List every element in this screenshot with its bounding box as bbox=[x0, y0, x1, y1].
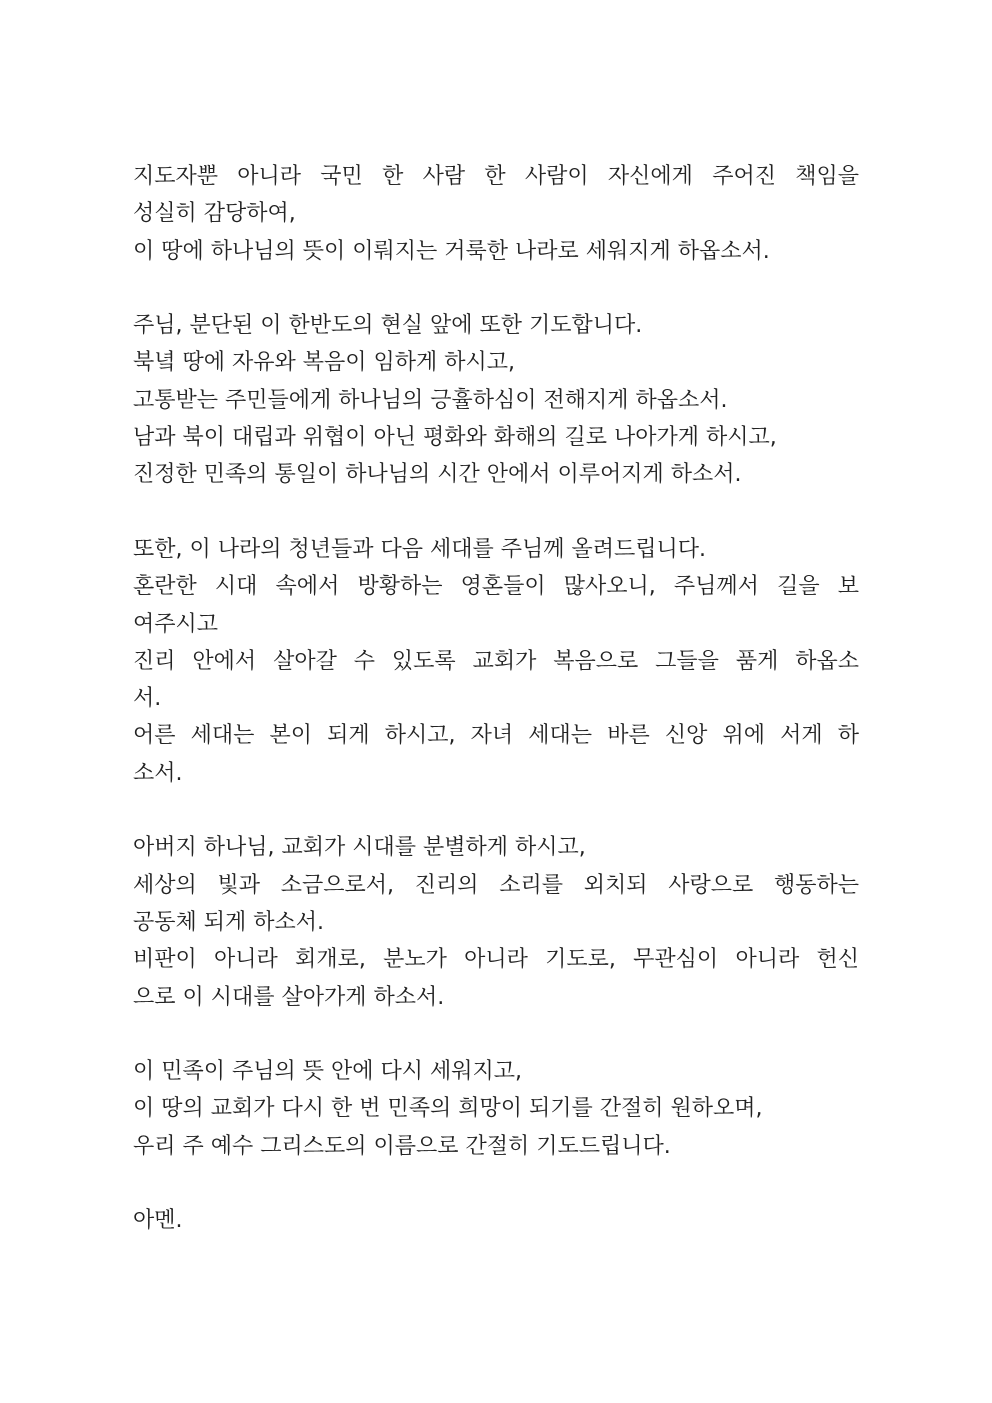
paragraph-korean-peninsula bbox=[133, 307, 859, 493]
text-line: 공동체 되게 하소서. bbox=[133, 909, 324, 935]
text-line: 세상의 빛과 소금으로서, 진리의 소리를 외치되 사랑으로 행동하는 bbox=[133, 872, 859, 898]
text-line: 비판이 아니라 회개로, 분노가 아니라 기도로, 무관심이 아니라 헌신 bbox=[133, 947, 859, 973]
text-line: 남과 북이 대립과 위협이 아닌 평화와 화해의 길로 나아가게 하시고, bbox=[133, 425, 777, 451]
text-line: 이 땅의 교회가 다시 한 번 민족의 희망이 되기를 간절히 원하오며, bbox=[133, 1096, 763, 1122]
paragraph-gap bbox=[133, 1165, 859, 1202]
text-line: 이 민족이 주님의 뜻 안에 다시 세워지고, bbox=[133, 1059, 522, 1085]
paragraph-gap bbox=[133, 270, 859, 307]
text-line: 아버지 하나님, 교회가 시대를 분별하게 하시고, bbox=[133, 835, 586, 861]
text-line: 진정한 민족의 통일이 하나님의 시간 안에서 이루어지게 하소서. bbox=[133, 462, 742, 488]
document-page bbox=[133, 158, 859, 1240]
text-line: 여주시고 bbox=[133, 611, 219, 637]
text-line: 지도자뿐 아니라 국민 한 사람 한 사람이 자신에게 주어진 책임을 bbox=[133, 164, 859, 189]
text-line: 또한, 이 나라의 청년들과 다음 세대를 주님께 올려드립니다. bbox=[133, 536, 706, 562]
text-line: 어른 세대는 본이 되게 하시고, 자녀 세대는 바른 신앙 위에 서게 하 bbox=[133, 723, 859, 749]
text-line: 우리 주 예수 그리스도의 이름으로 간절히 기도드립니다. bbox=[133, 1133, 671, 1159]
paragraph-gap bbox=[133, 494, 859, 531]
paragraph-closing-prayer bbox=[133, 1053, 859, 1165]
text-line: 소서. bbox=[133, 760, 183, 786]
text-line: 서. bbox=[133, 686, 162, 712]
text-line: 혼란한 시대 속에서 방황하는 영혼들이 많사오니, 주님께서 길을 보 bbox=[133, 574, 859, 600]
text-line: 이 땅에 하나님의 뜻이 이뤄지는 거룩한 나라로 세워지게 하옵소서. bbox=[133, 238, 770, 264]
paragraph-amen bbox=[133, 1202, 859, 1239]
text-line: 진리 안에서 살아갈 수 있도록 교회가 복음으로 그들을 품게 하옵소 bbox=[133, 648, 859, 674]
text-line: 주님, 분단된 이 한반도의 현실 앞에 또한 기도합니다. bbox=[133, 313, 643, 339]
paragraph-responsibility bbox=[133, 158, 859, 270]
text-line: 고통받는 주민들에게 하나님의 긍휼하심이 전해지게 하옵소서. bbox=[133, 387, 728, 413]
paragraph-gap bbox=[133, 792, 859, 829]
paragraph-next-generation bbox=[133, 531, 859, 792]
amen-line: 아멘. bbox=[133, 1208, 183, 1234]
text-line: 으로 이 시대를 살아가게 하소서. bbox=[133, 984, 445, 1010]
paragraph-church bbox=[133, 829, 859, 1015]
paragraph-gap bbox=[133, 1016, 859, 1053]
text-line: 북녘 땅에 자유와 복음이 임하게 하시고, bbox=[133, 350, 515, 376]
text-line: 성실히 감당하여, bbox=[133, 201, 296, 227]
